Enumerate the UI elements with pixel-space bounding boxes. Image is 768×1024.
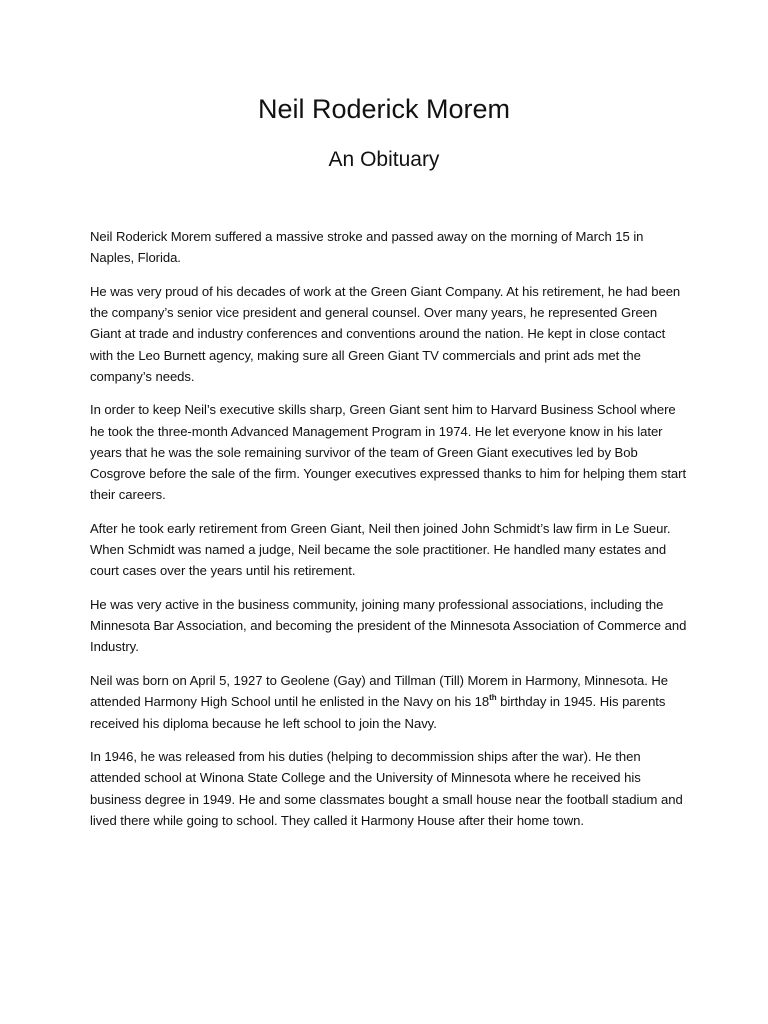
document-title: Neil Roderick Morem: [257, 94, 511, 124]
paragraph-death: Neil Roderick Morem suffered a massive stroke and passed away on the morning of March 15 in Naples, Florida.: [90, 229, 644, 266]
ordinal-superscript: th: [489, 693, 497, 703]
paragraph-green-giant-career: He was very proud of his decades of work at the Green Giant Company. At his retirement, he had been the company’s senior vice president and general counsel. Over many years, he represented Green Giant at trade and industry conferences and conventions around the nation. He kept in close contact with the Leo Burnett agency, making sure all Green Giant TV commercials and print ads met the company’s needs.: [90, 283, 681, 384]
paragraph-law-practice: After he took early retirement from Green Giant, Neil then joined John Schmidt’s law firm in Le Sueur. When Schmidt was named a judge, Neil became the sole practitioner. He handled many estates and court cases over the years until his retirement.: [90, 520, 671, 579]
paragraph-birth: [90, 670, 690, 734]
paragraph-harvard: In order to keep Neil’s executive skills sharp, Green Giant sent him to Harvard Business School where he took the three-month Advanced Management Program in 1974. He let everyone know in his later years that he was the sole remaining survivor of the team of Green Giant executives led by Bob Cosgrove before the sale of the firm. Younger executives expressed thanks to him for helping them start their careers.: [90, 402, 687, 503]
paragraph-education: In 1946, he was released from his duties (helping to decommission ships after the war). He then attended school at Winona State College and the University of Minnesota where he received his business degree in 1949. He and some classmates bought a small house near the football stadium and lived there while going to school. They called it Harmony House after their home town.: [90, 749, 683, 828]
paragraph-business-community: He was very active in the business community, joining many professional associations, including the Minnesota Bar Association, and becoming the president of the Minnesota Association of Commerce and Industry.: [90, 597, 687, 655]
birth-text-after: birthday in 1945. His parents received his diploma because he left school to join the Navy.: [90, 694, 666, 731]
document-body: [90, 226, 690, 844]
document-subtitle: An Obituary: [328, 148, 440, 171]
birth-text-before: Neil was born on April 5, 1927 to Geolene (Gay) and Tillman (Till) Morem in Harmony, Minnesota. He attended Harmony High School until he enlisted in the Navy on his 18: [90, 673, 669, 710]
